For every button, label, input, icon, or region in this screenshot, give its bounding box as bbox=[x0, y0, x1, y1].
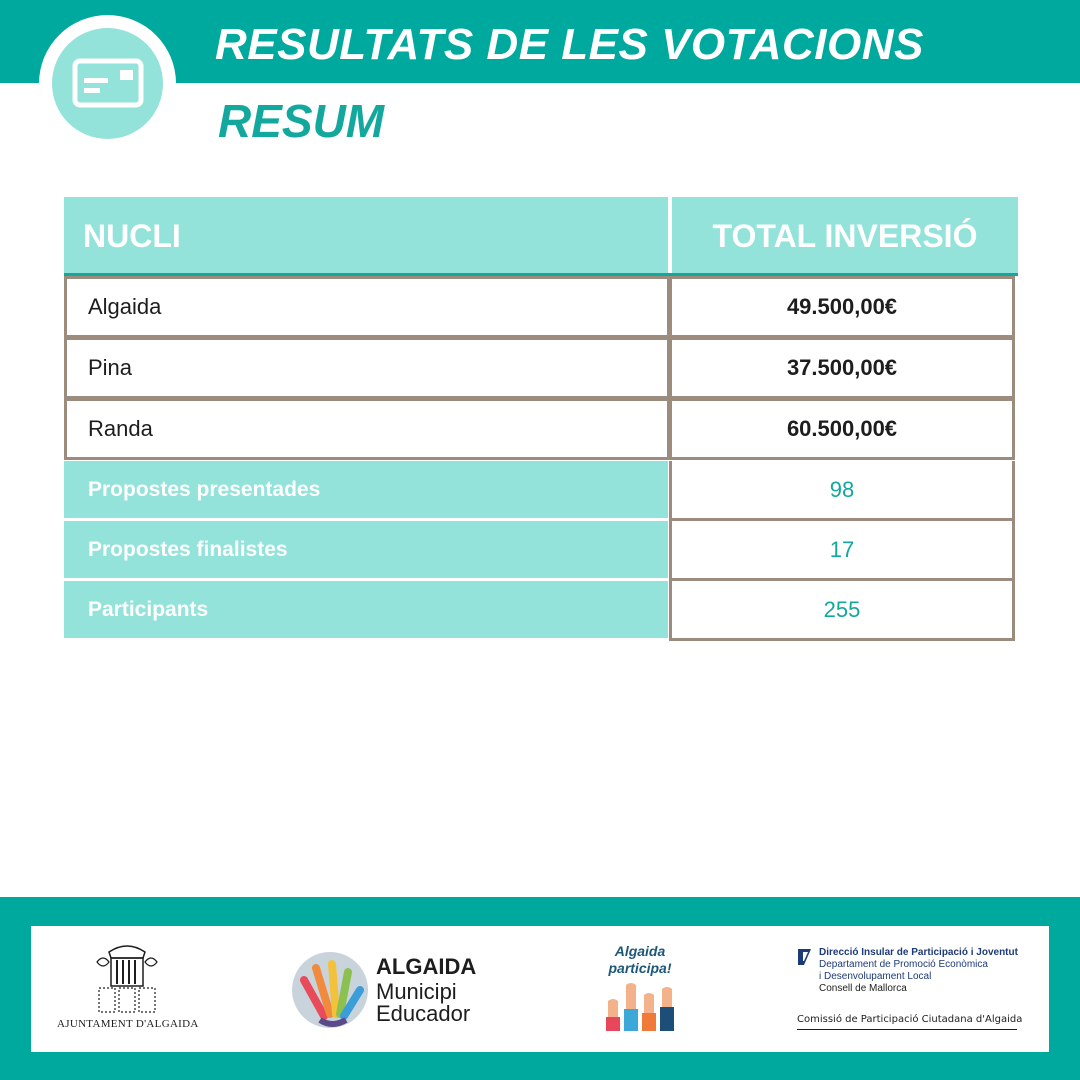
comissio-participacio: Comissió de Participació Ciutadana d'Algaida bbox=[797, 1014, 1023, 1025]
direccio-line1: Direcció Insular de Participació i Joventut bbox=[819, 947, 1018, 958]
direccio-line4: Consell de Mallorca bbox=[819, 983, 907, 994]
stat-label-finalistes: Propostes finalistes bbox=[64, 521, 668, 578]
row-name-pina: Pina bbox=[64, 337, 670, 399]
colorful-hand-icon bbox=[290, 950, 370, 1030]
stat-value-presentades: 98 bbox=[669, 461, 1015, 521]
consell-flag-icon bbox=[797, 948, 812, 966]
municipi-educador-line1: ALGAIDA bbox=[376, 954, 477, 979]
raised-hands-icon bbox=[596, 979, 684, 1035]
stat-label-participants: Participants bbox=[64, 581, 668, 638]
participa-line2: participa! bbox=[608, 960, 672, 976]
header-icon-circle bbox=[52, 28, 163, 139]
municipi-educador-line2: Municipi bbox=[376, 979, 457, 1004]
direccio-line3: i Desenvolupament Local bbox=[819, 971, 932, 982]
consell-mallorca-logo bbox=[797, 945, 1022, 1035]
algaida-participa-logo bbox=[596, 943, 684, 1035]
ajuntament-logo bbox=[57, 938, 197, 1038]
row-value-randa: 60.500,00€ bbox=[669, 398, 1015, 460]
municipi-educador-line3: Educador bbox=[376, 1001, 471, 1026]
row-value-algaida: 49.500,00€ bbox=[669, 276, 1015, 338]
page-title: RESULTATS DE LES VOTACIONS bbox=[215, 20, 924, 69]
stat-value-finalistes: 17 bbox=[669, 521, 1015, 581]
coat-of-arms-icon bbox=[57, 938, 197, 1016]
participa-line1: Algaida bbox=[614, 943, 666, 959]
header-total-inversio: TOTAL INVERSIÓ bbox=[672, 197, 1018, 275]
ajuntament-name: AJUNTAMENT D'ALGAIDA bbox=[57, 1018, 199, 1030]
municipi-educador-logo bbox=[290, 948, 490, 1030]
header-nucli: NUCLI bbox=[64, 197, 668, 275]
row-name-randa: Randa bbox=[64, 398, 670, 460]
stat-label-presentades: Propostes presentades bbox=[64, 461, 668, 518]
ballot-envelope-icon bbox=[72, 58, 144, 108]
stat-value-participants: 255 bbox=[669, 581, 1015, 641]
comissio-underline bbox=[797, 1029, 1017, 1030]
direccio-line2: Departament de Promoció Econòmica bbox=[819, 959, 988, 970]
row-name-algaida: Algaida bbox=[64, 276, 670, 338]
row-value-pina: 37.500,00€ bbox=[669, 337, 1015, 399]
page-subtitle: RESUM bbox=[218, 95, 385, 147]
